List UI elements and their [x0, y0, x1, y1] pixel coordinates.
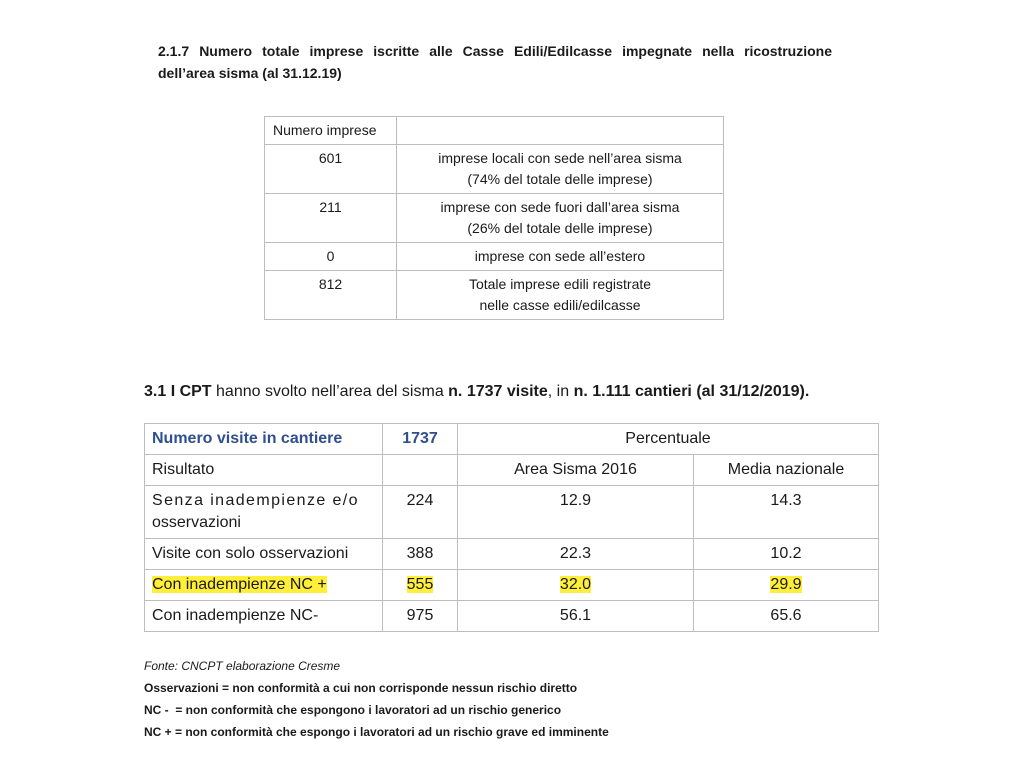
percent-cell: 56.1 — [458, 601, 694, 632]
result-label-cell: Con inadempienze NC- — [145, 601, 383, 632]
section-title-imprese — [158, 40, 832, 84]
percent-cell: 22.3 — [458, 539, 694, 570]
table-row — [265, 145, 724, 194]
imprese-table — [264, 116, 724, 320]
count-cell: 601 — [265, 145, 397, 194]
count-cell: 224 — [383, 486, 458, 539]
section-title-line2: dell’area sisma (al 31.12.19) — [158, 65, 342, 81]
count-cell — [383, 570, 458, 601]
result-label-cell — [145, 486, 383, 539]
table-row — [265, 117, 724, 145]
title-part: n. 1.111 cantieri (al 31/12/2019). — [573, 383, 810, 400]
header-cell: 1737 — [383, 424, 458, 455]
percent-cell — [458, 570, 694, 601]
source-note: Fonte: CNCPT elaborazione Cresme — [144, 659, 341, 673]
highlighted-text: 555 — [406, 576, 434, 593]
header-cell: Numero imprese — [265, 117, 397, 145]
visite-table — [144, 423, 879, 632]
description-cell — [397, 145, 724, 194]
result-label-cell — [145, 570, 383, 601]
title-part: , in — [547, 383, 574, 400]
description-line: imprese con sede fuori dall’area sisma — [440, 199, 680, 215]
legend-note: NC - = non conformità che espongono i lavoratori ad un rischio generico — [144, 703, 562, 717]
table-row — [145, 486, 879, 539]
legend-note: NC + = non conformità che espongo i lavoratori ad un rischio grave ed imminente — [144, 725, 609, 739]
table-row — [265, 243, 724, 271]
table-row — [145, 539, 879, 570]
percent-cell: 10.2 — [694, 539, 879, 570]
label-line: osservazioni — [152, 514, 241, 531]
notes — [144, 655, 609, 743]
table-row — [145, 455, 879, 486]
header-cell: Area Sisma 2016 — [458, 455, 694, 486]
header-cell: Media nazionale — [694, 455, 879, 486]
title-part: n. 1737 visite — [448, 383, 548, 400]
table-row — [265, 271, 724, 320]
description-cell — [397, 194, 724, 243]
header-cell — [383, 455, 458, 486]
description-line: (26% del totale delle imprese) — [467, 220, 653, 236]
description-cell — [397, 271, 724, 320]
count-cell: 211 — [265, 194, 397, 243]
section-title-visite — [144, 381, 884, 403]
table-row — [265, 194, 724, 243]
header-cell — [397, 117, 724, 145]
highlighted-text: Con inadempienze NC + — [152, 576, 327, 593]
count-cell: 388 — [383, 539, 458, 570]
label-line: Senza inadempienze e/o — [152, 492, 359, 509]
legend-note: Osservazioni = non conformità a cui non corrisponde nessun rischio diretto — [144, 681, 578, 695]
count-cell: 975 — [383, 601, 458, 632]
header-cell: Numero visite in cantiere — [145, 424, 383, 455]
description-line: Totale imprese edili registrate — [468, 276, 652, 292]
percent-cell: 12.9 — [458, 486, 694, 539]
count-cell: 0 — [265, 243, 397, 271]
description-cell — [397, 243, 724, 271]
description-line: imprese con sede all’estero — [474, 248, 646, 264]
count-cell: 812 — [265, 271, 397, 320]
percent-cell: 14.3 — [694, 486, 879, 539]
title-part: hanno svolto nell’area del sisma — [211, 383, 449, 400]
header-cell: Risultato — [145, 455, 383, 486]
table-row — [145, 424, 879, 455]
table-row-highlighted — [145, 570, 879, 601]
title-part: 3.1 I CPT — [144, 383, 212, 400]
result-label-cell: Visite con solo osservazioni — [145, 539, 383, 570]
highlighted-text: 29.9 — [770, 576, 802, 593]
highlighted-text: 32.0 — [559, 576, 592, 593]
section-title-line1: 2.1.7 Numero totale imprese iscritte alle Casse Edili/Edilcasse impegnate nella ricostruzione — [158, 43, 832, 59]
table-row — [145, 601, 879, 632]
percent-cell — [694, 570, 879, 601]
header-cell: Percentuale — [458, 424, 879, 455]
description-line: (74% del totale delle imprese) — [467, 171, 653, 187]
description-line: imprese locali con sede nell’area sisma — [438, 150, 682, 166]
description-line: nelle casse edili/edilcasse — [479, 297, 641, 313]
percent-cell: 65.6 — [694, 601, 879, 632]
